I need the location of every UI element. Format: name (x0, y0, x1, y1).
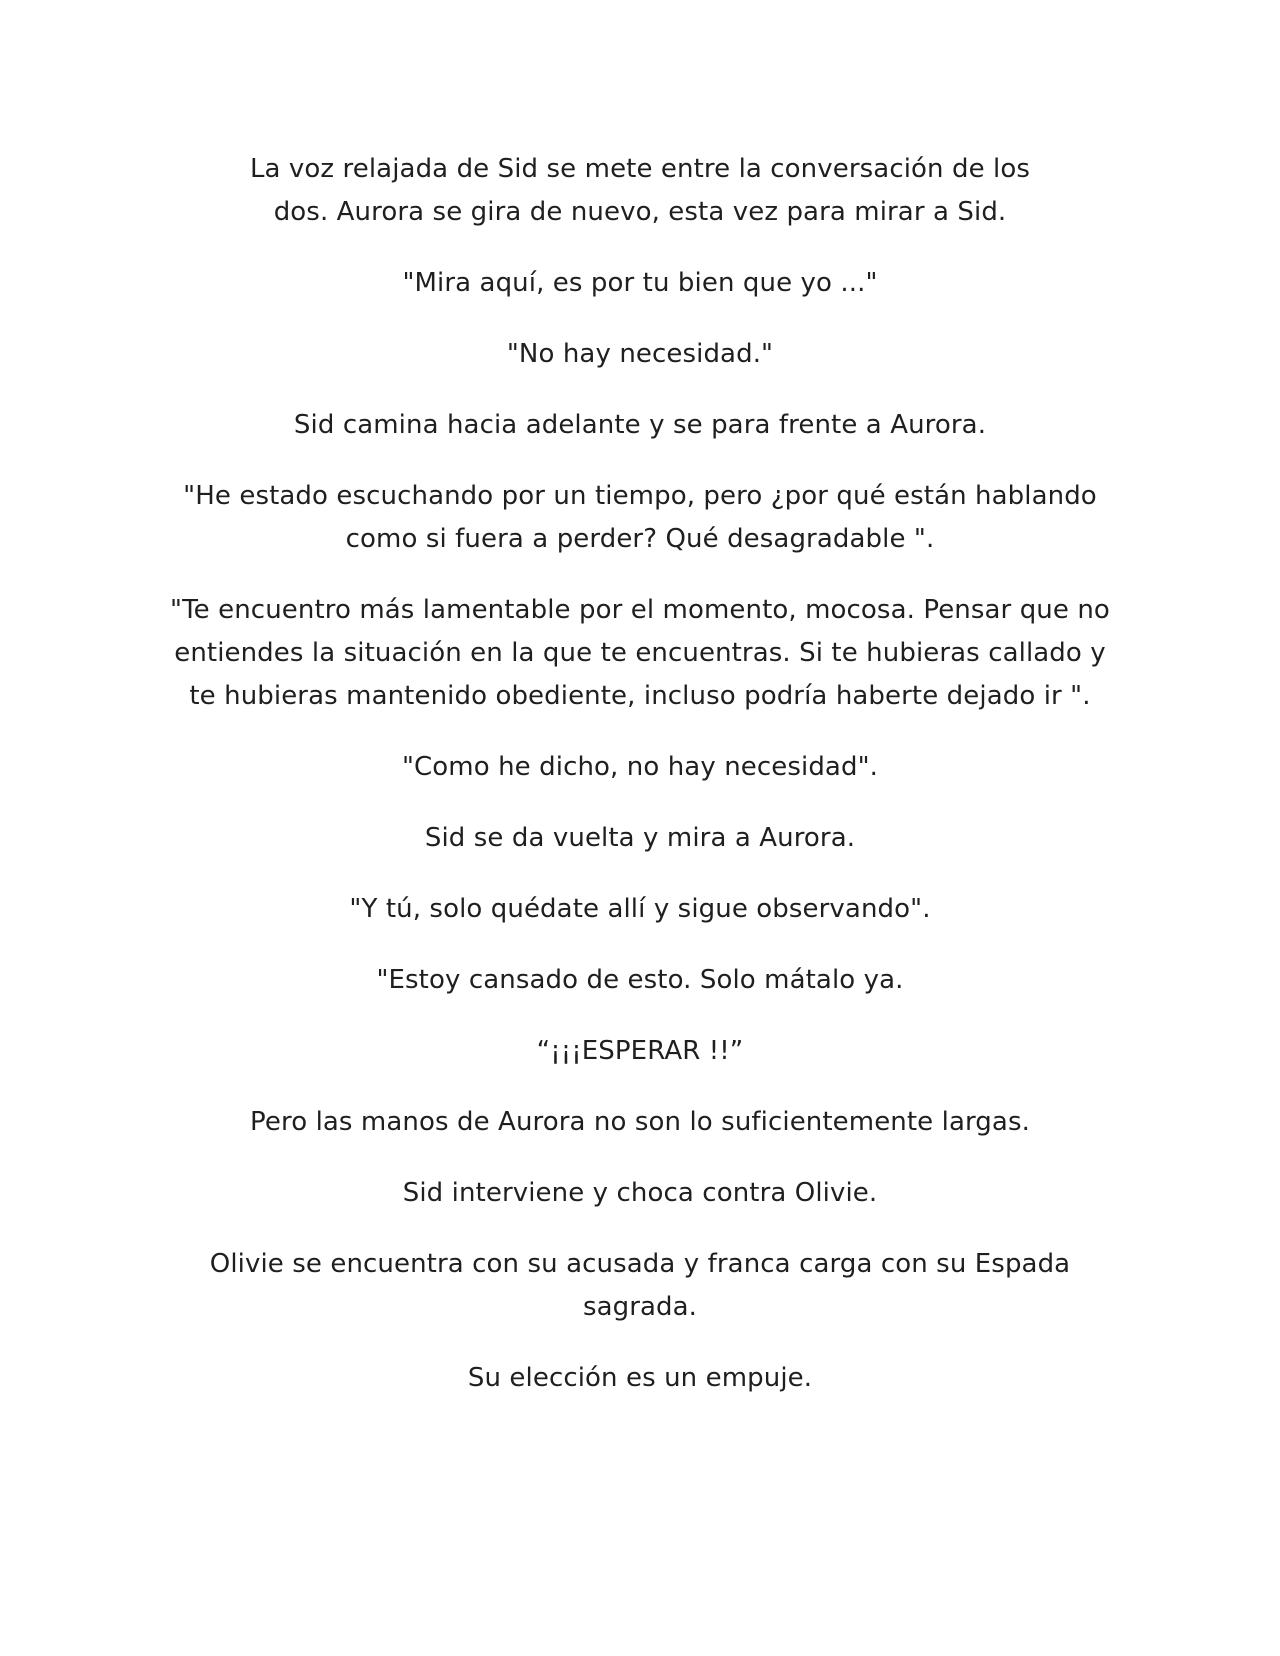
paragraph-15 (150, 1357, 1130, 1400)
paragraph-14 (150, 1243, 1130, 1329)
paragraph-7 (150, 746, 1130, 789)
text-line: "Estoy cansado de esto. Solo mátalo ya. (376, 965, 904, 995)
text-line: te hubieras mantenido obediente, incluso podría haberte dejado ir ". (189, 681, 1091, 711)
text-line: "No hay necesidad." (506, 339, 774, 369)
story-text (150, 148, 1130, 1428)
text-line: “¡¡¡ESPERAR !!” (536, 1036, 744, 1066)
paragraph-2 (150, 262, 1130, 305)
paragraph-10 (150, 959, 1130, 1002)
paragraph-12 (150, 1101, 1130, 1144)
text-line: Sid interviene y choca contra Olivie. (402, 1178, 878, 1208)
text-line: La voz relajada de Sid se mete entre la conversación de los (249, 154, 1031, 184)
text-line: Sid camina hacia adelante y se para frente a Aurora. (293, 410, 987, 440)
text-line: "Mira aquí, es por tu bien que yo ..." (402, 268, 878, 298)
paragraph-6 (150, 589, 1130, 718)
text-line: "Y tú, solo quédate allí y sigue observando". (349, 894, 931, 924)
paragraph-8 (150, 817, 1130, 860)
text-line: "Como he dicho, no hay necesidad". (401, 752, 878, 782)
paragraph-5 (150, 475, 1130, 561)
text-line: dos. Aurora se gira de nuevo, esta vez para mirar a Sid. (273, 197, 1007, 227)
text-line: Sid se da vuelta y mira a Aurora. (424, 823, 856, 853)
paragraph-9 (150, 888, 1130, 931)
text-line: Pero las manos de Aurora no son lo suficientemente largas. (250, 1107, 1030, 1137)
text-line: sagrada. (582, 1292, 698, 1322)
paragraph-4 (150, 404, 1130, 447)
paragraph-3 (150, 333, 1130, 376)
text-line: entiendes la situación en la que te encuentras. Si te hubieras callado y (174, 638, 1106, 668)
text-line: Olivie se encuentra con su acusada y franca carga con su Espada (209, 1249, 1071, 1279)
text-line: "Te encuentro más lamentable por el momento, mocosa. Pensar que no (170, 595, 1110, 625)
text-line: "He estado escuchando por un tiempo, pero ¿por qué están hablando (183, 481, 1097, 511)
paragraph-1 (150, 148, 1130, 234)
paragraph-13 (150, 1172, 1130, 1215)
text-line: como si fuera a perder? Qué desagradable ". (345, 524, 935, 554)
paragraph-11 (150, 1030, 1130, 1073)
text-line: Su elección es un empuje. (467, 1363, 813, 1393)
